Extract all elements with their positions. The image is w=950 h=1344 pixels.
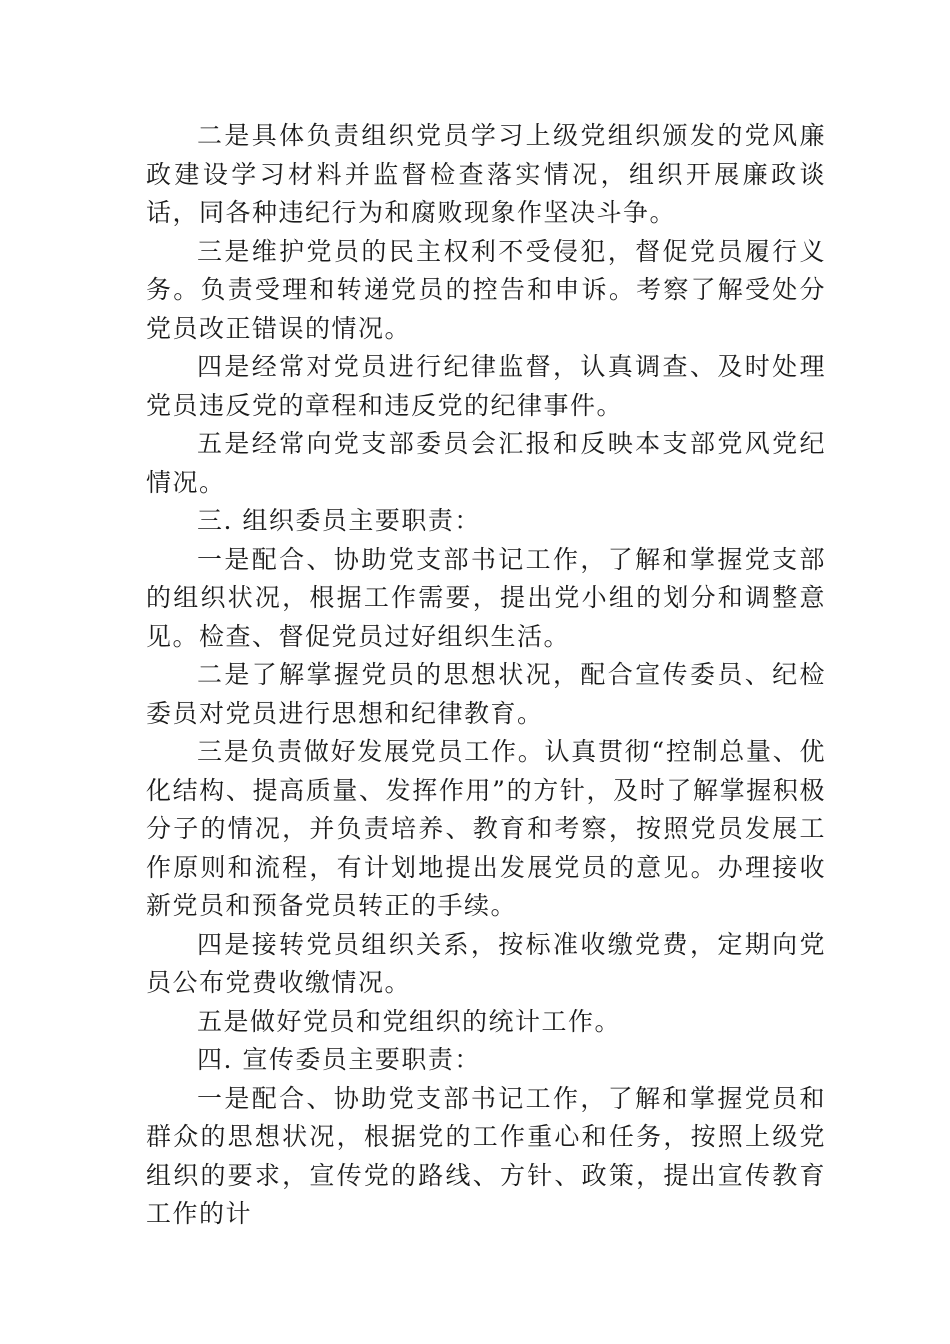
paragraph-discipline-4: 四是经常对党员进行纪律监督，认真调查、及时处理党员违反党的章程和违反党的纪律事件。 bbox=[146, 352, 826, 420]
paragraph-organization-1: 一是配合、协助党支部书记工作，了解和掌握党支部的组织状况，根据工作需要，提出党小组的划分和调整意见。检查、督促党员过好组织生活。 bbox=[146, 544, 826, 651]
section-heading-publicity: 四. 宣传委员主要职责： bbox=[197, 1045, 481, 1074]
paragraph-organization-5: 五是做好党员和党组织的统计工作。 bbox=[197, 1006, 622, 1036]
paragraph-organization-4: 四是接转党员组织关系，按标准收缴党费，定期向党员公布党费收缴情况。 bbox=[146, 929, 826, 997]
paragraph-discipline-5: 五是经常向党支部委员会汇报和反映本支部党风党纪情况。 bbox=[146, 429, 826, 497]
paragraph-organization-2: 二是了解掌握党员的思想状况，配合宣传委员、纪检委员对党员进行思想和纪律教育。 bbox=[146, 660, 826, 728]
section-heading-organization: 三. 组织委员主要职责： bbox=[197, 506, 481, 535]
paragraph-discipline-2: 二是具体负责组织党员学习上级党组织颁发的党风廉政建设学习材料并监督检查落实情况，组织开展廉政谈话，同各种违纪行为和腐败现象作坚决斗争。 bbox=[146, 121, 826, 227]
document-body bbox=[146, 117, 826, 1234]
paragraph-discipline-3: 三是维护党员的民主权利不受侵犯，督促党员履行义务。负责受理和转递党员的控告和申诉。考察了解受处分党员改正错误的情况。 bbox=[146, 236, 826, 343]
paragraph-organization-3: 三是负责做好发展党员工作。认真贯彻“控制总量、优化结构、提高质量、发挥作用”的方针，及时了解掌握积极分子的情况，并负责培养、教育和考察，按照党员发展工作原则和流程，有计划地提出发展党员的意见。办理接收新党员和预备党员转正的手续。 bbox=[146, 737, 826, 920]
paragraph-publicity-1: 一是配合、协助党支部书记工作，了解和掌握党员和群众的思想状况，根据党的工作重心和任务，按照上级党组织的要求，宣传党的路线、方针、政策，提出宣传教育工作的计 bbox=[146, 1083, 826, 1228]
